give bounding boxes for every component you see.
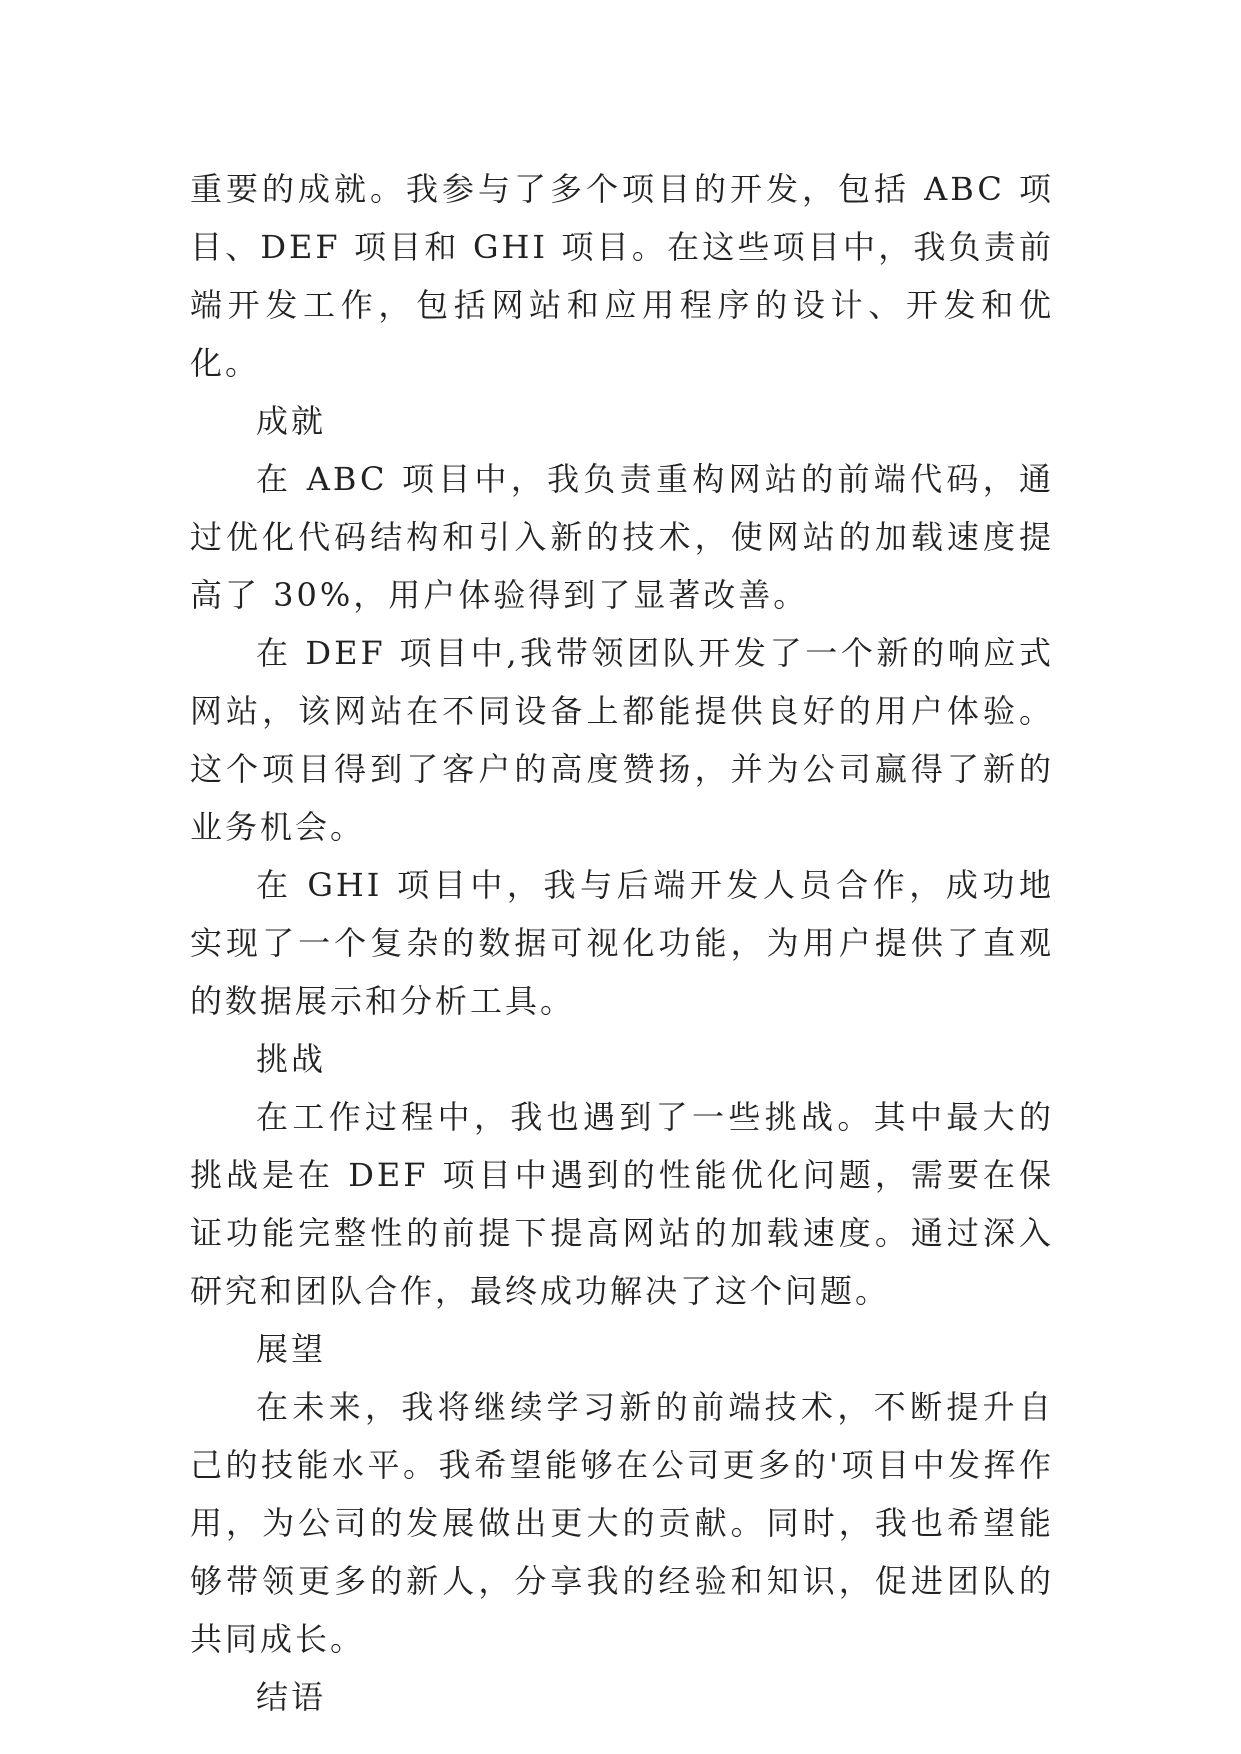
section-heading-challenges: 挑战: [256, 1040, 327, 1078]
section-heading-outlook: 展望: [256, 1330, 327, 1368]
document-body: [190, 160, 1054, 1726]
section-heading-achievements: 成就: [256, 402, 327, 440]
paragraph-intro-continued: 重要的成就。我参与了多个项目的开发，包括 ABC 项目、DEF 项目和 GHI 项目。在这些项目中，我负责前端开发工作，包括网站和应用程序的设计、开发和优化。: [190, 170, 1054, 382]
paragraph-def-project: 在 DEF 项目中,我带领团队开发了一个新的响应式网站，该网站在不同设备上都能提供良好的用户体验。这个项目得到了客户的高度赞扬，并为公司赢得了新的业务机会。: [190, 634, 1054, 846]
section-heading-conclusion: 结语: [256, 1678, 327, 1716]
paragraph-abc-project: 在 ABC 项目中，我负责重构网站的前端代码，通过优化代码结构和引入新的技术，使网站的加载速度提高了 30%，用户体验得到了显著改善。: [190, 460, 1054, 614]
paragraph-challenges: 在工作过程中，我也遇到了一些挑战。其中最大的挑战是在 DEF 项目中遇到的性能优化问题，需要在保证功能完整性的前提下提高网站的加载速度。通过深入研究和团队合作，最终成功解决了这个问题。: [190, 1098, 1054, 1310]
paragraph-ghi-project: 在 GHI 项目中，我与后端开发人员合作，成功地实现了一个复杂的数据可视化功能，为用户提供了直观的数据展示和分析工具。: [190, 866, 1054, 1020]
paragraph-outlook: 在未来，我将继续学习新的前端技术，不断提升自己的技能水平。我希望能够在公司更多的'项目中发挥作用，为公司的发展做出更大的贡献。同时，我也希望能够带领更多的新人，分享我的经验和知识，促进团队的共同成长。: [190, 1388, 1054, 1658]
